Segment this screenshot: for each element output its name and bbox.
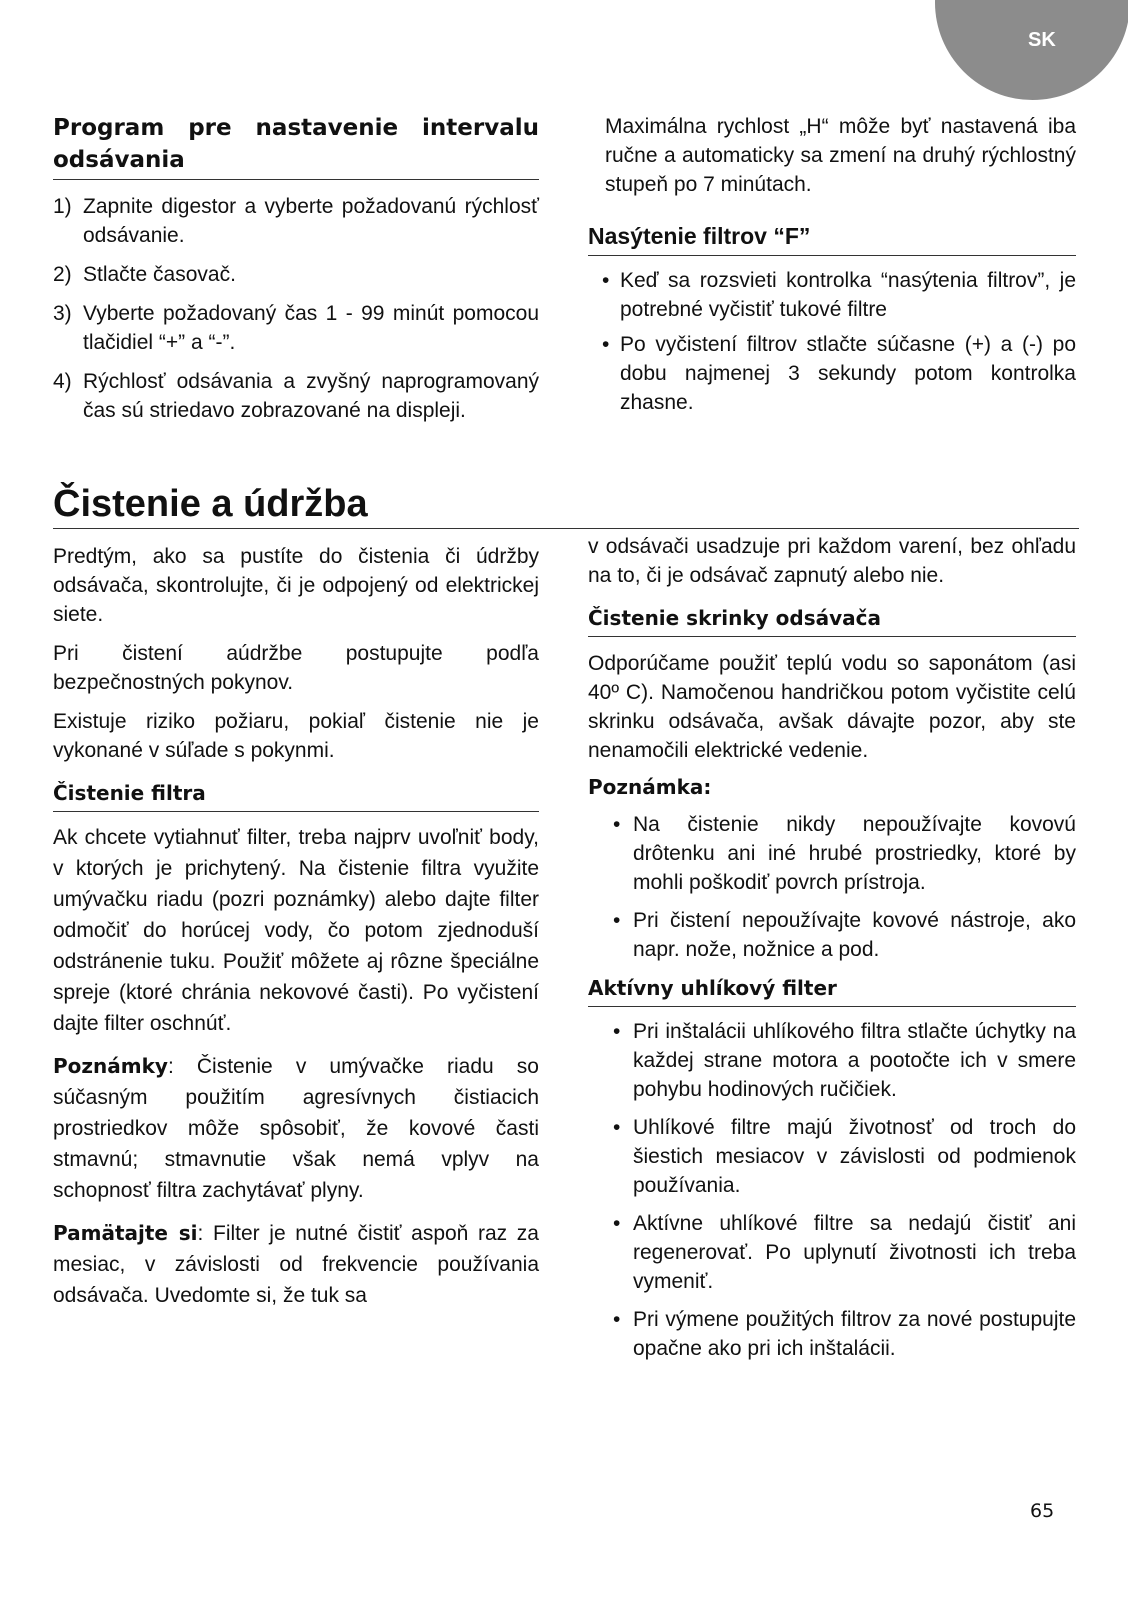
language-badge [935, 0, 1128, 100]
safety-paragraph: Pri čistení aúdržbe postupujte podľa bezpečnostných pokynov. [53, 642, 539, 694]
list-item: • Aktívne uhlíkové filtre sa nedajú čistiť ani regenerovať. Po uplynutí životnosti ich treba vymeniť. [603, 1209, 1076, 1296]
remember-text: : Filter je nutné čistiť aspoň raz za mesiac, v závislosti od frekvencie používania odsávača. Uvedomte si, že tuk sa [53, 1222, 539, 1307]
carbon-filter-heading: Aktívny uhlíkový filter [588, 974, 1076, 1007]
remember-paragraph [53, 1218, 539, 1311]
cleaning-left-column [53, 542, 539, 1321]
step-item [53, 299, 539, 357]
step-number: 1) [53, 195, 72, 218]
list-item: • Pri čistení nepoužívajte kovové nástroje, ako napr. nože, nožnice a pod. [603, 906, 1076, 964]
page-number: 65 [1030, 1500, 1055, 1522]
timer-program-heading: Program pre nastavenie intervalu odsávania [53, 112, 539, 180]
step-item [53, 192, 539, 250]
continuation-paragraph: v odsávači usadzuje pri každom varení, bez ohľadu na to, či je odsávač zapnutý alebo nie. [588, 535, 1076, 587]
note-list [588, 810, 1076, 964]
list-item: • Po vyčistení filtrov stlačte súčasne (+) a (-) po dobu najmenej 3 sekundy potom kontrolka zhasne. [600, 330, 1076, 417]
step-text: Vyberte požadovaný čas 1 - 99 minút pomocou tlačidiel “+” a “-”. [83, 302, 539, 354]
notes-paragraph [53, 1051, 539, 1206]
step-number: 3) [53, 302, 72, 325]
timer-steps-list [53, 192, 539, 425]
fire-risk-paragraph: Existuje riziko požiaru, pokiaľ čistenie nie je vykonané v súľade s pokynmi. [53, 710, 539, 762]
step-text: Zapnite digestor a vyberte požadovanú rýchlosť odsávanie. [83, 195, 539, 247]
filter-cleaning-heading: Čistenie filtra [53, 779, 539, 812]
filter-cleaning-text: Ak chcete vytiahnuť filter, treba najprv uvoľniť body, v ktorých je prichytený. Na čistenie filtra využite umývačku riadu (pozri poznámky) alebo dajte filter odmočiť do horúcej vody, čo potom zjednoduší odstránenie tuku. Použiť môžete aj rôzne špeciálne spreje (ktoré chránia nekovové časti). Po vyčistení dajte filter oschnúť. [53, 826, 539, 1035]
language-code: SK [1028, 29, 1056, 51]
list-item: • Uhlíkové filtre majú životnosť od troch do šiestich mesiacov v závislosti od podmienok používania. [603, 1113, 1076, 1200]
list-item: • Pri inštalácii uhlíkového filtra stlačte úchytky na každej strane motora a pootočte ich v smere pohybu hodinových ručičiek. [603, 1017, 1076, 1104]
step-number: 4) [53, 370, 72, 393]
step-item [53, 367, 539, 425]
notes-text: : Čistenie v umývačke riadu so súčasným použitím agresívnych čistiacich prostriedkov môže spôsobiť, že kovové časti stmavnú; stmavnutie však nemá vplyv na schopnosť filtra zachytávať plyny. [53, 1055, 539, 1202]
max-speed-note: Maximálna rychlost „H“ môže byť nastavená iba ručne a automaticky sa zmení na druhý rýchlostný stupeň po 7 minútach. [605, 115, 1076, 196]
list-item: • Pri výmene použitých filtrov za nové postupujte opačne ako pri ich inštalácii. [603, 1305, 1076, 1363]
cabinet-cleaning-text: Odporúčame použiť teplú vodu so saponátom (asi 40º C). Namočenou handričkou potom vyčistite celú skrinku odsávača, avšak dávajte pozor, aby ste nenamočili elektrické vedenie. [588, 652, 1076, 762]
list-item: • Na čistenie nikdy nepoužívajte kovovú drôtenku ani iné hrubé prostriedky, ktoré by mohli poškodiť povrch prístroja. [603, 810, 1076, 897]
step-item [53, 260, 539, 289]
filter-saturation-section [588, 112, 1076, 423]
cleaning-right-column [588, 532, 1076, 1372]
step-text: Stlačte časovač. [83, 263, 236, 286]
note-label: Poznámka: [588, 775, 712, 799]
carbon-filter-list [588, 1017, 1076, 1363]
filter-saturation-list [588, 266, 1076, 417]
list-item: • Keď sa rozsvieti kontrolka “nasýtenia filtrov”, je potrebné vyčistiť tukové filtre [600, 266, 1076, 324]
notes-label: Poznámky [53, 1054, 168, 1078]
timer-program-section [53, 112, 539, 435]
step-number: 2) [53, 263, 72, 286]
step-text: Rýchlosť odsávania a zvyšný naprogramovaný čas sú striedavo zobrazované na displeji. [83, 370, 539, 422]
intro-paragraph: Predtým, ako sa pustíte do čistenia či údržby odsávača, skontrolujte, či je odpojený od elektrickej siete. [53, 545, 539, 626]
filter-saturation-heading: Nasýtenie filtrov “F” [588, 221, 1076, 256]
cabinet-cleaning-heading: Čistenie skrinky odsávača [588, 604, 1076, 637]
page-title: Čistenie a údržba [53, 482, 1079, 529]
remember-label: Pamätajte si [53, 1221, 198, 1245]
